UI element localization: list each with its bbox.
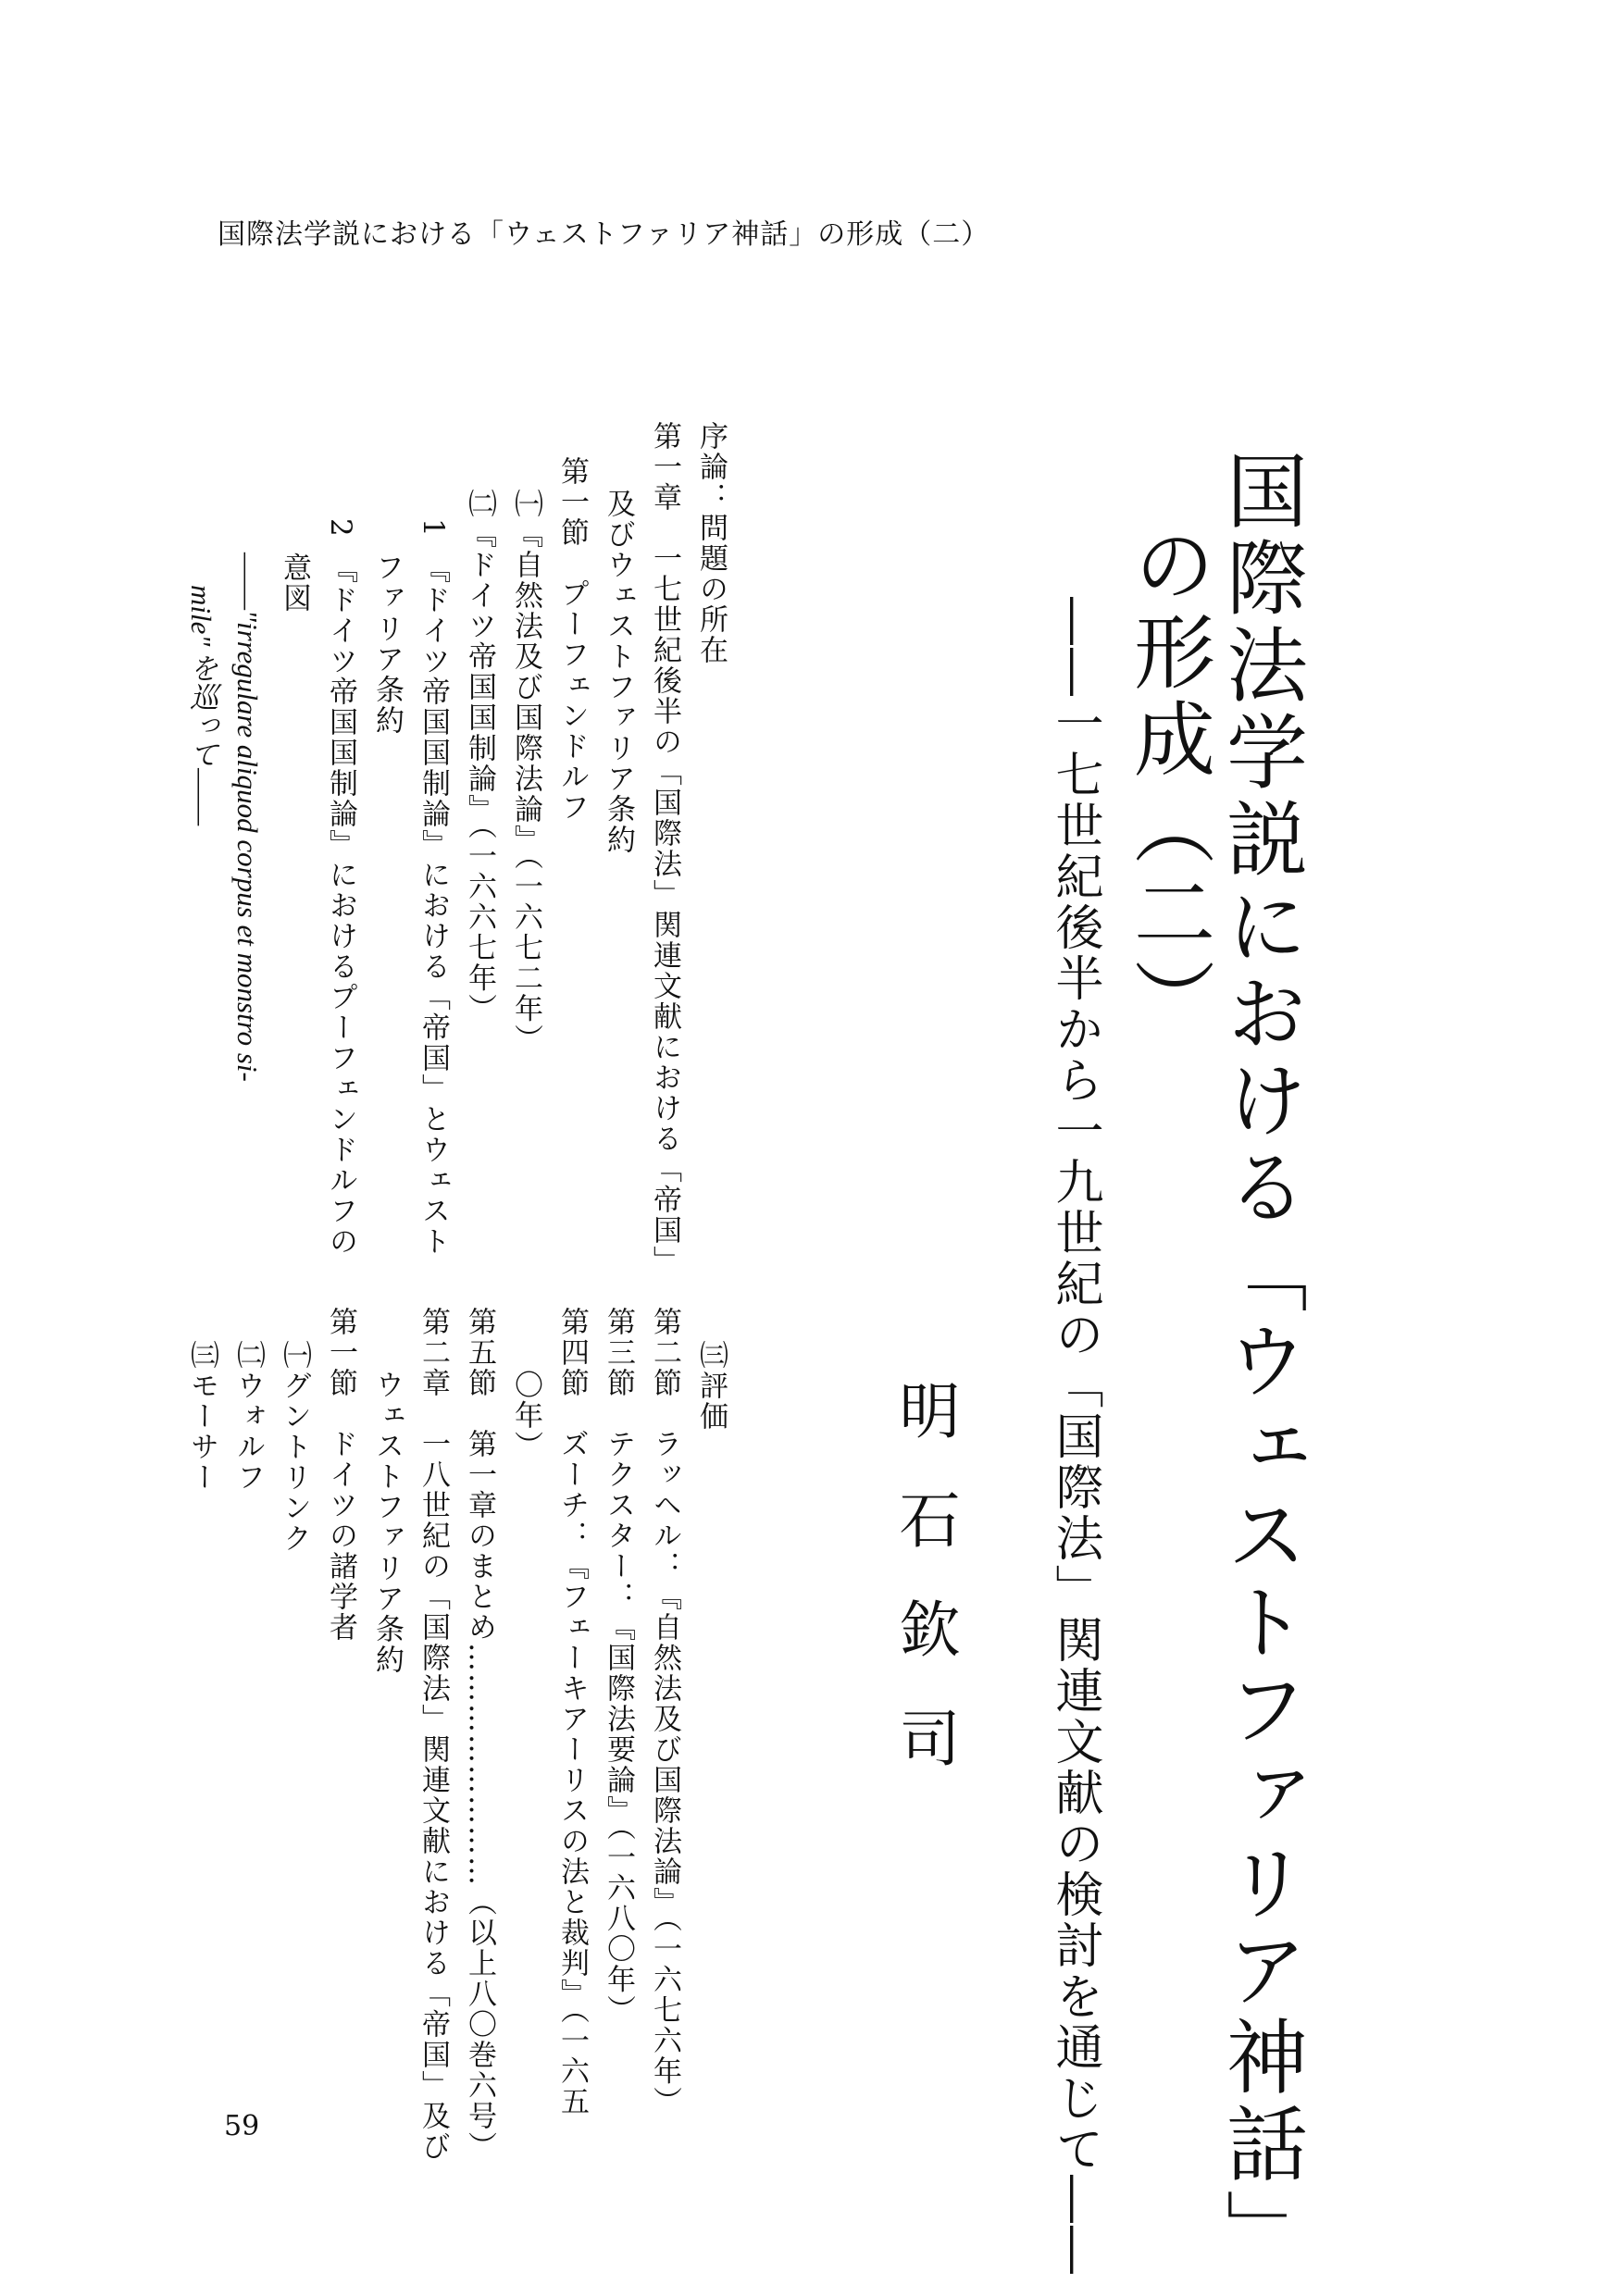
toc-item: 第四節 ズーチ：『フェーキアーリスの法と裁判』（一六五	[555, 1307, 589, 2117]
toc-item: ㈡『ドイツ帝国国制論』（一六六七年）	[463, 489, 496, 1024]
toc-item: ㈠グントリンク	[278, 1340, 311, 1554]
toc-item: ファリア条約	[370, 552, 404, 736]
toc-item: ウェストファリア条約	[370, 1370, 404, 1675]
toc-item: 第五節 第一章のまとめ……………………（以上八〇巻六号）	[463, 1307, 496, 2162]
toc-item: 第二節 ラッヘル：『自然法及び国際法論』（一六七六年）	[648, 1307, 681, 2117]
toc-item: 第三節 テクスター：『国際法要論』（一六八〇年）	[602, 1307, 635, 2026]
toc-item: 第一節 プーフェンドルフ	[555, 456, 589, 823]
toc-item: mile" を巡って――	[185, 585, 218, 826]
running-header: 国際法学説における「ウェストファリア神話」の形成（二）	[218, 218, 990, 251]
page-number: 59	[224, 2110, 260, 2142]
toc-item: 及びウェストファリア条約	[602, 489, 635, 855]
toc-item: 〇年）	[509, 1370, 542, 1461]
toc-item: 序論：問題の所在	[694, 421, 728, 665]
toc-item: ㈠『自然法及び国際法論』（一六七二年）	[509, 489, 542, 1055]
toc-item: ㈡ウォルフ	[231, 1340, 265, 1493]
toc-item: 1 『ドイツ帝国国制論』における「帝国」とウェスト	[417, 518, 450, 1258]
article-subtitle: ――一七世紀後半から一九世紀の「国際法」関連文献の検討を通じて――	[1047, 597, 1102, 2277]
toc-item: ㈢モーサー	[185, 1340, 218, 1493]
toc-item: 第一章 一七世紀後半の「国際法」関連文献における「帝国」	[648, 421, 681, 1276]
author-name: 明石欽司	[889, 1379, 960, 1816]
toc-item: 2 『ドイツ帝国国制論』におけるプーフェンドルフの	[324, 518, 357, 1258]
toc-item: ㈢評価	[694, 1340, 728, 1432]
toc-item: 意図	[278, 552, 311, 614]
toc-item: 第二章 一八世紀の「国際法」関連文献における「帝国」及び	[417, 1307, 450, 2162]
toc-item: 第一節 ドイツの諸学者	[324, 1307, 357, 1643]
toc-item: ――"irregulare aliquod corpus et monstro si-	[231, 552, 264, 1082]
article-title-line1: 国際法学説における「ウェストファリア神話」	[1214, 449, 1309, 2276]
article-title-line2: の形成（二）	[1121, 523, 1216, 1045]
